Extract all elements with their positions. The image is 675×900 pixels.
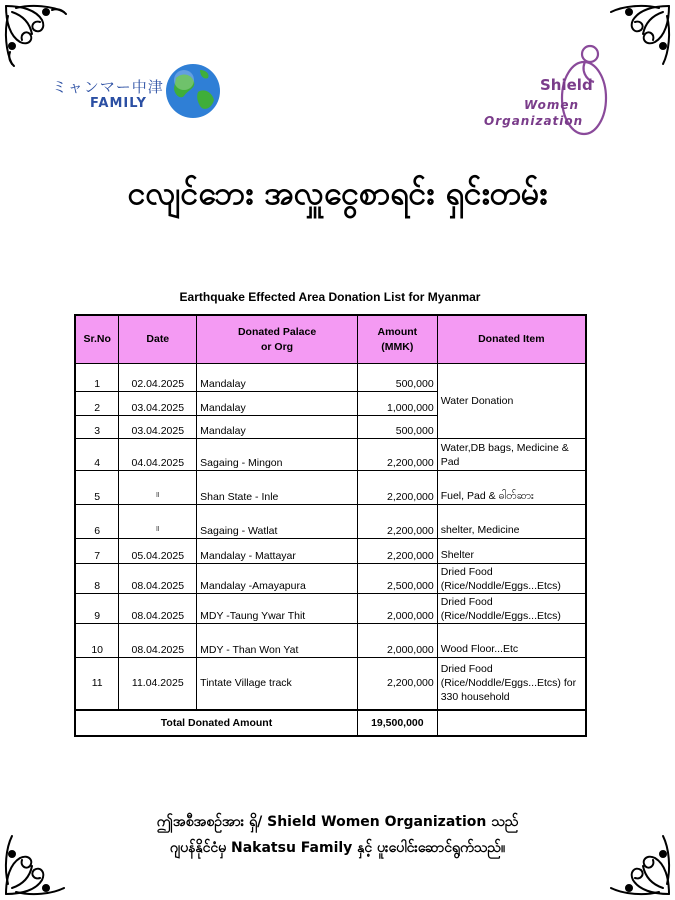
globe-icon bbox=[164, 62, 222, 120]
total-row bbox=[75, 710, 586, 736]
footer-line-2: ဂျပန်နိုင်ငံမှ Nakatsu Family နှင့် ပူးပေါင်းဆောင်ရွက်သည်။ bbox=[169, 840, 506, 856]
cell-item: Dried Food (Rice/Noddle/Eggs...Etcs) bbox=[437, 564, 586, 594]
shield-women-organization-logo bbox=[480, 40, 630, 140]
cell-place: Tintate Village track bbox=[197, 658, 358, 710]
page-title: ငလျင်ဘေး အလှူငွေစာရင်း ရှင်းတမ်း bbox=[127, 174, 548, 212]
cell-amount: 2,000,000 bbox=[357, 624, 437, 658]
table-row bbox=[75, 594, 586, 624]
cell-no: 10 bbox=[75, 624, 119, 658]
cell-date: ။ bbox=[119, 505, 197, 539]
cell-place: Shan State - Inle bbox=[197, 471, 358, 505]
header-place-line1: Donated Palace bbox=[237, 325, 317, 338]
cell-amount: 2,200,000 bbox=[357, 471, 437, 505]
table-row bbox=[75, 471, 586, 505]
cell-no: 2 bbox=[75, 392, 119, 416]
logo-family-text: FAMILY bbox=[90, 96, 147, 111]
cell-no: 7 bbox=[75, 539, 119, 564]
header-amount bbox=[357, 315, 437, 364]
header-amount-line2: (MMK) bbox=[381, 340, 414, 353]
cell-date: ။ bbox=[119, 471, 197, 505]
cell-amount: 1,000,000 bbox=[357, 392, 437, 416]
cell-date: 04.04.2025 bbox=[119, 439, 197, 471]
cell-place: Mandalay bbox=[197, 392, 358, 416]
cell-date: 08.04.2025 bbox=[119, 564, 197, 594]
cell-amount: 2,200,000 bbox=[357, 539, 437, 564]
cell-item: Wood Floor...Etc bbox=[437, 624, 586, 658]
table-row bbox=[75, 364, 586, 392]
cell-date: 03.04.2025 bbox=[119, 392, 197, 416]
cell-no: 8 bbox=[75, 564, 119, 594]
header-item: Donated Item bbox=[437, 315, 586, 364]
cell-place: Sagaing - Mingon bbox=[197, 439, 358, 471]
cell-amount: 500,000 bbox=[357, 416, 437, 439]
table-row bbox=[75, 658, 586, 710]
cell-item: Dried Food (Rice/Noddle/Eggs...Etcs) bbox=[437, 594, 586, 624]
cell-amount: 2,500,000 bbox=[357, 564, 437, 594]
cell-amount: 2,200,000 bbox=[357, 658, 437, 710]
cell-place: Mandalay -Amayapura bbox=[197, 564, 358, 594]
cell-date: 08.04.2025 bbox=[119, 594, 197, 624]
cell-place: Mandalay - Mattayar bbox=[197, 539, 358, 564]
cell-date: 02.04.2025 bbox=[119, 364, 197, 392]
table-header-row bbox=[75, 315, 586, 364]
table-row bbox=[75, 505, 586, 539]
total-amount: 19,500,000 bbox=[357, 710, 437, 736]
footer-line-1: ဤအစီအစဉ်အား ရှိ/ Shield Women Organization သည် bbox=[156, 814, 519, 830]
table-caption: Earthquake Effected Area Donation List for Myanmar bbox=[179, 290, 481, 304]
cell-item: Water,DB bags, Medicine & Pad bbox=[437, 439, 586, 471]
cell-no: 5 bbox=[75, 471, 119, 505]
myanmar-nakatsu-family-logo bbox=[52, 62, 222, 122]
cell-item: Dried Food (Rice/Noddle/Eggs...Etcs) for 330 household bbox=[437, 658, 586, 710]
cell-amount: 2,200,000 bbox=[357, 505, 437, 539]
logo-organization-text: Organization bbox=[484, 114, 584, 128]
cell-date: 11.04.2025 bbox=[119, 658, 197, 710]
cell-amount: 2,000,000 bbox=[357, 594, 437, 624]
header-amount-line1: Amount bbox=[377, 325, 418, 338]
cell-date: 05.04.2025 bbox=[119, 539, 197, 564]
logo-women-text: Women bbox=[524, 98, 580, 112]
header-srno: Sr.No bbox=[75, 315, 119, 364]
table-row bbox=[75, 439, 586, 471]
cell-no: 3 bbox=[75, 416, 119, 439]
table-row bbox=[75, 564, 586, 594]
cell-no: 11 bbox=[75, 658, 119, 710]
logo-shield-text: Shield bbox=[540, 76, 593, 94]
cell-place: Mandalay bbox=[197, 364, 358, 392]
cell-item: Fuel, Pad & ဓါတ်ဆား bbox=[437, 471, 586, 505]
cell-no: 9 bbox=[75, 594, 119, 624]
cell-item: Shelter bbox=[437, 539, 586, 564]
header-place bbox=[197, 315, 358, 364]
cell-no: 1 bbox=[75, 364, 119, 392]
logo-japanese-text: ミャンマー中津 bbox=[52, 78, 164, 96]
cell-place: MDY - Than Won Yat bbox=[197, 624, 358, 658]
cell-date: 03.04.2025 bbox=[119, 416, 197, 439]
total-label: Total Donated Amount bbox=[75, 710, 357, 736]
cell-item: Water Donation bbox=[437, 364, 586, 439]
cell-place: Mandalay bbox=[197, 416, 358, 439]
total-empty-cell bbox=[437, 710, 586, 736]
header-place-line2: or Org bbox=[261, 340, 294, 353]
cell-no: 6 bbox=[75, 505, 119, 539]
cell-amount: 500,000 bbox=[357, 364, 437, 392]
cell-item: shelter, Medicine bbox=[437, 505, 586, 539]
cell-amount: 2,200,000 bbox=[357, 439, 437, 471]
cell-place: Sagaing - Watlat bbox=[197, 505, 358, 539]
cell-place: MDY -Taung Ywar Thit bbox=[197, 594, 358, 624]
cell-date: 08.04.2025 bbox=[119, 624, 197, 658]
cell-no: 4 bbox=[75, 439, 119, 471]
table-row bbox=[75, 539, 586, 564]
table-row bbox=[75, 624, 586, 658]
header-date: Date bbox=[119, 315, 197, 364]
donation-table bbox=[74, 314, 587, 737]
